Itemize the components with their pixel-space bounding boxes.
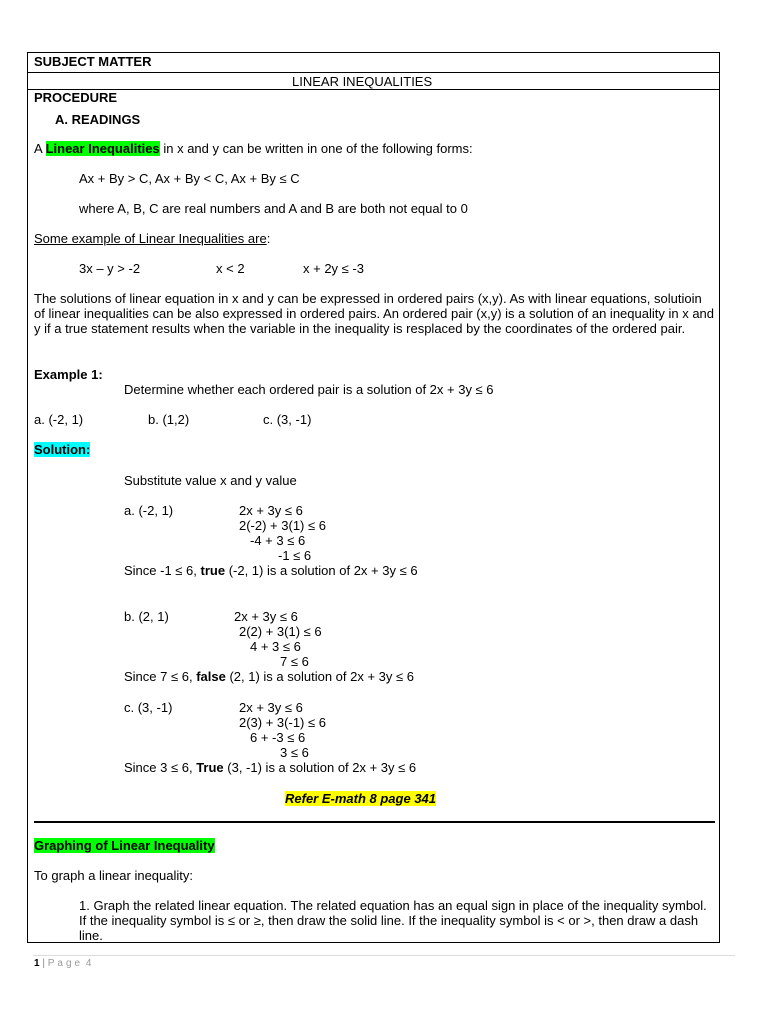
footer-divider (33, 955, 735, 956)
examples-heading (34, 231, 270, 246)
solution-b-step: 2x + 3y ≤ 6 (234, 609, 298, 624)
solution-a-step: 2x + 3y ≤ 6 (239, 503, 303, 518)
solution-b-step: 2(2) + 3(1) ≤ 6 (239, 624, 322, 639)
intro-post: in x and y can be written in one of the following forms: (159, 141, 473, 156)
examples-heading-colon: : (266, 231, 271, 246)
solution-c-step: 3 ≤ 6 (280, 745, 309, 760)
where-clause: where A, B, C are real numbers and A and B are both not equal to 0 (79, 201, 468, 216)
conclusion-text: (2, 1) is a solution of 2x + 3y ≤ 6 (225, 669, 414, 684)
solution-b-step: 4 + 3 ≤ 6 (250, 639, 301, 654)
solution-label: Solution: (34, 442, 91, 457)
solution-c-step: 6 + -3 ≤ 6 (250, 730, 306, 745)
conclusion-text: (3, -1) is a solution of 2x + 3y ≤ 6 (223, 760, 417, 775)
solution-a-conclusion (124, 563, 418, 578)
intro-pre: A (34, 141, 46, 156)
example-inequality-3: x + 2y ≤ -3 (303, 261, 364, 276)
inequality-forms: Ax + By > C, Ax + By < C, Ax + By ≤ C (79, 171, 300, 186)
row-divider (28, 72, 719, 73)
solution-a-step: 2(-2) + 3(1) ≤ 6 (239, 518, 326, 533)
row-divider (28, 89, 719, 90)
section-divider (34, 821, 715, 823)
subject-title: LINEAR INEQUALITIES (292, 74, 433, 89)
solution-c-step: 2x + 3y ≤ 6 (239, 700, 303, 715)
conclusion-verdict: True (196, 760, 224, 775)
example1-prompt: Determine whether each ordered pair is a solution of 2x + 3y ≤ 6 (124, 382, 494, 397)
footer-separator: | (39, 958, 48, 969)
solution-b-conclusion (124, 669, 414, 684)
conclusion-verdict: false (196, 669, 226, 684)
linear-inequalities-term: Linear Inequalities (45, 141, 160, 156)
page-footer (34, 958, 94, 969)
example1-option-b: b. (1,2) (148, 412, 190, 427)
intro-line (34, 141, 473, 156)
solution-a-step: -1 ≤ 6 (278, 548, 312, 563)
conclusion-text: (-2, 1) is a solution of 2x + 3y ≤ 6 (225, 563, 418, 578)
solution-a-step: -4 + 3 ≤ 6 (250, 533, 306, 548)
conclusion-text: Since -1 ≤ 6, (124, 563, 201, 578)
readings-label: A. READINGS (55, 112, 141, 127)
example1-option-c: c. (3, -1) (263, 412, 312, 427)
reference-note: Refer E-math 8 page 341 (285, 791, 437, 806)
page-number: 1 (34, 958, 40, 969)
solution-intro: Substitute value x and y value (124, 473, 297, 488)
document-frame (27, 52, 720, 943)
conclusion-text: Since 7 ≤ 6, (124, 669, 197, 684)
example1-label: Example 1: (34, 367, 103, 382)
graphing-heading: Graphing of Linear Inequality (34, 838, 215, 853)
procedure-label: PROCEDURE (34, 90, 118, 105)
solution-c-label: c. (3, -1) (124, 700, 173, 715)
solution-c-conclusion (124, 760, 416, 775)
page-label: Page (47, 958, 84, 969)
example-inequality-2: x < 2 (216, 261, 245, 276)
solutions-paragraph: The solutions of linear equation in x and y can be expressed in ordered pairs (x,y). As with linear equations, solutioin of linear inequalities can be also expressed in ordered pairs. An ordered pair (x,y) is a solution of an inequality in x and y if a true statement results when the variable in the inequality is resplaced by the coordinates of the ordered pair. (34, 291, 715, 336)
examples-heading-text: Some example of Linear Inequalities are (34, 231, 267, 246)
subject-matter-label: SUBJECT MATTER (34, 54, 152, 69)
graphing-step-1: 1. Graph the related linear equation. The related equation has an equal sign in place of the inequality symbol. If the inequality symbol is ≤ or ≥, then draw the solid line. If the inequality symbol is < or >, then draw a dash line. (79, 898, 707, 943)
solution-a-label: a. (-2, 1) (124, 503, 174, 518)
graphing-intro: To graph a linear inequality: (34, 868, 193, 883)
page-total: 4 (85, 958, 95, 969)
solution-c-step: 2(3) + 3(-1) ≤ 6 (239, 715, 326, 730)
example-inequality-1: 3x – y > -2 (79, 261, 141, 276)
example1-option-a: a. (-2, 1) (34, 412, 84, 427)
conclusion-verdict: true (200, 563, 226, 578)
solution-b-label: b. (2, 1) (124, 609, 169, 624)
conclusion-text: Since 3 ≤ 6, (124, 760, 197, 775)
solution-b-step: 7 ≤ 6 (280, 654, 309, 669)
